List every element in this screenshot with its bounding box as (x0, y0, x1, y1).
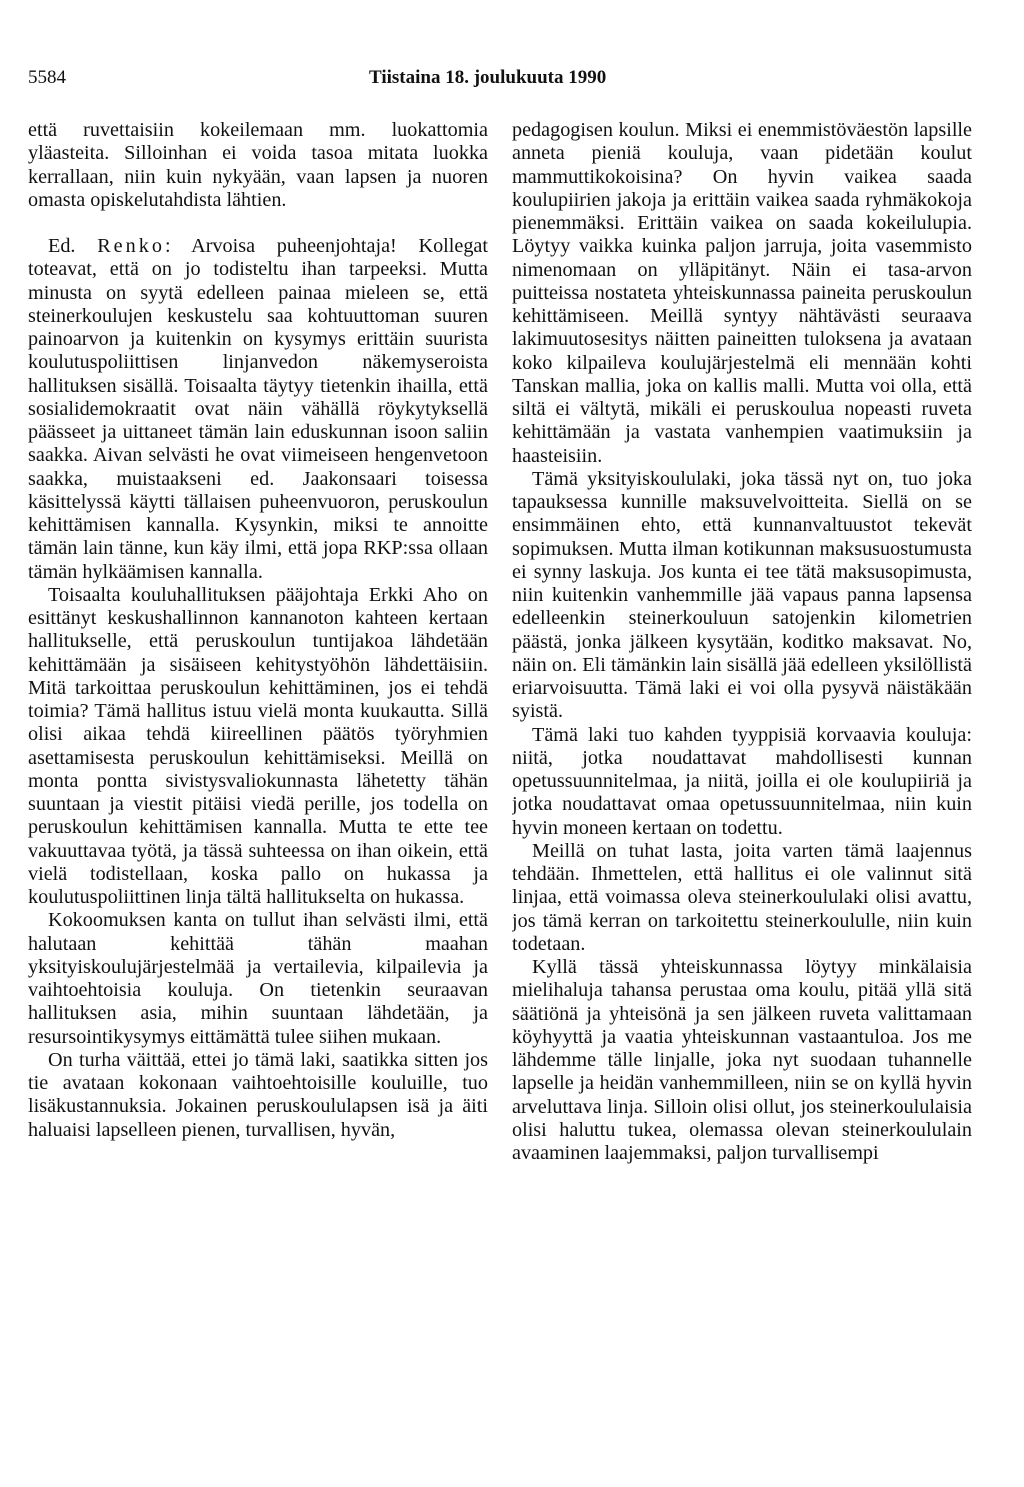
paragraph-continued: että ruvettaisiin kokeilemaan mm. luokattomia yläasteita. Silloinhan ei voida tasoa mitata luokka kerrallaan, niin kuin nykyään, vaan lapsen ja nuoren omasta opiskelutahdista lähtien. (28, 119, 488, 211)
session-date: Tiistaina 18. joulukuuta 1990 (369, 67, 607, 88)
right-column (512, 119, 972, 1471)
paragraph-continued: pedagogisen koulun. Miksi ei enemmistöväestön lapsille anneta pieniä kouluja, vaan pidetään koulut mammuttikokoisina? On hyvin vaikea saada koulupiirien jakoja ja erittäin vaikea saada ryhmäkokoja pienemmäksi. Erittäin vaikea on saada kokeilulupia. Löytyy vaikka kuinka paljon jarruja, joita vasemmisto nimenomaan on ylläpitänyt. Näin ei tasa-arvon puitteissa nostateta yhteiskunnassa paineita peruskoulun kehittämiseen. Meillä syntyy nähtävästi seuraava lakimuutosesitys näitten paineitten tuloksena ja avataan koko kilpaileva koulujärjestelmä eli mennään kohti Tanskan mallia, joka on kallis malli. Mutta voi olla, että siltä ei vältytä, mikäli ei peruskoulua nopeasti ruveta kehittämään ja vastata vanhempien vaatimuksiin ja haasteisiin. (512, 119, 972, 467)
paragraph: Tämä laki tuo kahden tyyppisiä korvaavia kouluja: niitä, jotka noudattavat mahdollisesti kunnan opetussuunnitelmaa, ja niitä, joilla ei ole koulupiiriä ja jotka noudattavat omaa opetussuunnitelmaa, niin kuin hyvin moneen kertaan on todettu. (512, 723, 972, 839)
paragraph: Tämä yksityiskoululaki, joka tässä nyt on, tuo joka tapauksessa kunnille maksuvelvoitteita. Siellä on se ensimmäinen ehto, että kunnanvaltuustot tekevät sopimuksen. Mutta ilman kotikunnan maksusuostumusta ei synny laskuja. Jos kunta ei tee tätä maksusopimusta, niin kuitenkin vanhemmille jää vapaus panna lapsensa edelleenkin steinerkouluun satojenkin kilometrien päästä, jonka jälkeen kysytään, koditko maksavat. No, näin on. Eli tämänkin lain sisällä jää edelleen yksilöllistä eriarvoisuutta. Tämä laki ei voi olla pysyvä näistäkään syistä. (512, 467, 972, 723)
paragraph: On turha väittää, ettei jo tämä laki, saatikka sitten jos tie avataan kokonaan vaihtoehtoisille kouluille, tuo lisäkustannuksia. Jokainen peruskoululapsen isä ja äiti haluaisi lapselleen pienen, turvallisen, hyvän, (28, 1048, 488, 1141)
speaker-prefix: Ed. (48, 235, 76, 257)
paragraph: Toisaalta kouluhallituksen pääjohtaja Erkki Aho on esittänyt keskushallinnon kannanoton kahteen kertaan hallitukselle, että peruskoulun tuntijakoa lähdetään kehittämään ja sisäiseen kehitystyöhön lähdettäisiin. Mitä tarkoittaa peruskoulun kehittäminen, jos ei tehdä toimia? Tämä hallitus istuu vielä monta kuukautta. Sillä olisi aikaa tehdä kiireellinen päätös työryhmien asettamisesta peruskoulun kehittämiseksi. Meillä on monta pontta sivistysvaliokunnasta lähetetty tähän suuntaan ja viestit pitäisi viedä perille, jos todella on peruskoulun kehittämisen kannalla. Mutta te ette tee vakuuttavaa työtä, ja tässä suhteessa on ihan oikein, että vielä todistellaan, koska pallo on hukassa ja koulutuspoliittinen linja tältä hallitukselta on hukassa. (28, 583, 488, 908)
paragraph: Kokoomuksen kanta on tullut ihan selvästi ilmi, että halutaan kehittää tähän maahan yksityiskoulujärjestelmää ja vertailevia, kilpailevia ja vaihtoehtoisia kouluja. On tietenkin seuraavan hallituksen asia, mihin suuntaan lähdetään, ja resursointikysymys eittämättä tulee siihen mukaan. (28, 909, 488, 1048)
paragraph: Meillä on tuhat lasta, joita varten tämä laajennus tehdään. Ihmettelen, että hallitus ei ole valinnut sitä linjaa, että voimassa oleva steinerkoululaki olisi avattu, jos tämä kerran on tarkoitettu steinerkoululle, niin kuin todetaan. (512, 839, 972, 955)
speech-text: : Arvoisa puheenjohtaja! Kollegat toteavat, että on jo todisteltu ihan tarpeeksi. Mutta minusta on syytä edelleen painaa mieleen se, että steinerkoulujen keskustelu saa kohtuuttoman suuren painoarvon ja kuitenkin on kysymys erittäin suurista koulutuspoliittisen linjanvedon näkemyseroista hallituksen sisällä. Toisaalta täytyy tietenkin ihailla, että sosialidemokraatit ovat näin vähällä röykytyksellä päässeet ja uittaneet tämän lain eduskunnan isoon saliin saakka. Aivan selvästi he ovat viimeiseen hengenvetoon saakka, muistaakseni ed. Jaakonsaari toisessa käsittelyssä käytti tällaisen puheenvuoron, peruskoulun kehittämisen kannalla. Kysynkin, miksi te annoitte tämän lain tänne, kun käy ilmi, että jopa RKP:ssa ollaan tämän hylkäämisen kannalla. (28, 235, 488, 583)
speech-opening (28, 235, 488, 584)
speaker-name: Renko (97, 235, 165, 257)
paragraph: Kyllä tässä yhteiskunnassa löytyy minkälaisia mielihaluja tahansa perustaa oma koulu, pitää yllä sitä säätiönä ja yhteisönä ja sen jälkeen ruveta valittamaan köyhyyttä ja vaatia yhteiskunnan vastaantuloa. Jos me lähdemme tälle linjalle, joka nyt suodaan tuhannelle lapselle ja heidän vanhemmilleen, niin se on kyllä hyvin arveluttava linja. Silloin olisi ollut, jos steinerkoululaisia olisi haluttu tukea, olemassa olevan steinerkoululain avaaminen laajemmaksi, paljon turvallisempi (512, 956, 972, 1164)
page-header (28, 66, 960, 90)
page-number: 5584 (28, 67, 66, 88)
left-column (28, 119, 488, 1471)
